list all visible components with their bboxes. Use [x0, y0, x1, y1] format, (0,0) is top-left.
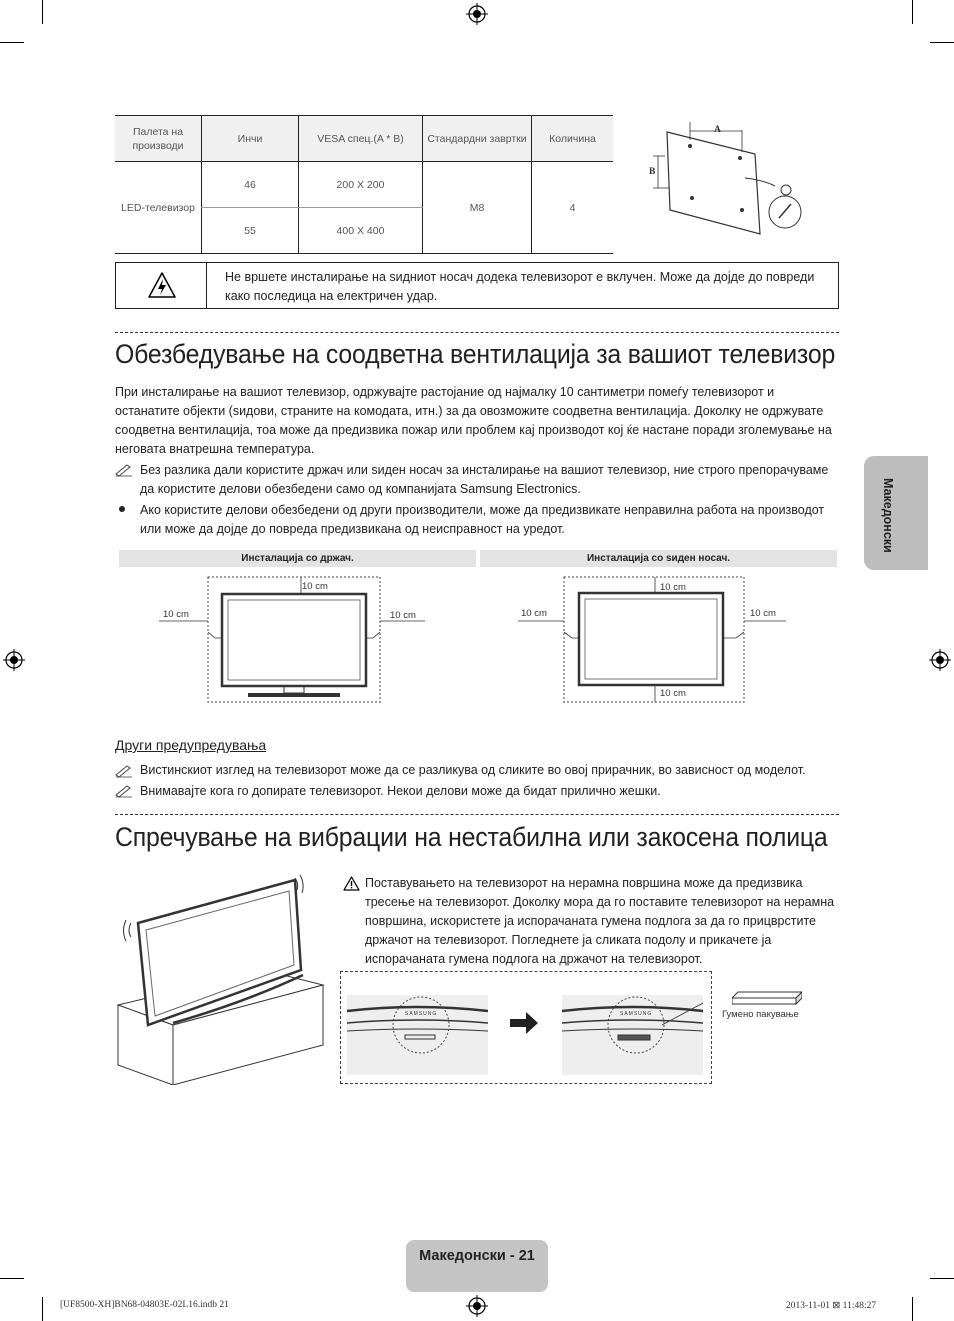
stand-before-figure [347, 995, 488, 1075]
table-row [115, 162, 613, 208]
vesa-cell: 200 X 200 [299, 162, 423, 208]
dimension-label-b: B [649, 167, 656, 177]
registration-mark-icon [3, 649, 25, 671]
other-warnings-heading: Други предупредувања [115, 737, 267, 753]
vibration-warning: Поставувањето на телевизорот на нерамна површина може да предизвика тресење на телевизорот. Доколку мора да го поставите телевизорот на нерамна површина, искористете ја испорачаната гумена подлога за да го прицврстите држачот на телевизорот. Погледнете ја сликата подолу и прикачете ја испорачаната гумена подлога на држачот на телевизорот. [365, 876, 835, 966]
inches-cell: 55 [202, 208, 299, 254]
gap-label-bottom: 10 cm [660, 688, 686, 699]
registration-mark-icon [929, 649, 951, 671]
bullet-other-parts: Ако користите делови обезбедени од други производители, може да предизвикате неправилна работа на производот или може да дојде до повреда предизвикана од неисправност на уредот. [140, 503, 825, 536]
brand-label: SAMSUNG [620, 1011, 653, 1017]
crop-mark [42, 1297, 43, 1321]
registration-mark-icon [466, 3, 488, 25]
crop-mark [912, 0, 913, 24]
vesa-spec-table [115, 115, 613, 254]
brand-label: SAMSUNG [405, 1011, 438, 1017]
inches-cell: 46 [202, 162, 299, 208]
warning-box [115, 262, 839, 309]
section-title-ventilation: Обезбедување на соодветна вентилација за вашиот телевизор [115, 339, 836, 369]
product-cell: LED-телевизор [115, 162, 202, 254]
section-title-vibration: Спречување на вибрации на нестабилна или закосена полица [115, 822, 828, 852]
page-number-label: Македонски - 21 [419, 1248, 535, 1264]
rubber-pad-label: Гумено пакување [722, 1009, 799, 1020]
gap-label-top: 10 cm [660, 582, 686, 593]
crop-mark [0, 1278, 24, 1279]
figure-caption-wall: Инсталација со ѕиден носач. [480, 550, 837, 567]
crop-mark [930, 42, 954, 43]
registration-mark-icon [466, 1295, 488, 1317]
gap-label-right: 10 cm [750, 608, 776, 619]
figure-caption-stand: Инсталација со држач. [119, 550, 476, 567]
note-pencil-icon [115, 463, 133, 477]
column-header: Инчи [202, 116, 299, 162]
warning-icon-cell [116, 263, 207, 308]
stand-after-figure [562, 995, 703, 1075]
tilted-tv-on-shelf-illustration [113, 875, 328, 1085]
note-pencil-icon [115, 784, 133, 798]
warning-triangle-icon [343, 876, 360, 891]
wall-mount-diagram [645, 122, 815, 242]
gap-label-left: 10 cm [163, 609, 189, 620]
bullet-icon [119, 506, 125, 512]
note-samsung-parts: Без разлика дали користите држач или ѕиден носач за инсталирање на вашиот телевизор, ние строго препорачуваме да користите делови обезбедени само од компанијата Samsung Electronics. [140, 463, 829, 496]
quantity-cell: 4 [532, 162, 614, 254]
crop-mark [930, 1278, 954, 1279]
arrow-right-icon [510, 1012, 538, 1034]
stand-install-figure [119, 567, 476, 707]
crop-mark [912, 1297, 913, 1321]
section-divider [115, 814, 839, 815]
dimension-label-a: A [714, 125, 721, 135]
column-header: VESA спец.(A * B) [299, 116, 423, 162]
note-pencil-icon [115, 764, 133, 778]
side-tab-label: Македонски [881, 478, 895, 553]
warning-triangle-icon [148, 271, 176, 299]
footer-file-info: [UF8500-XH]BN68-04803E-02L16.indb 21 [60, 1300, 229, 1310]
table-header-row [115, 116, 613, 162]
screws-cell: M8 [423, 162, 532, 254]
language-side-tab [864, 456, 928, 570]
note-hot-parts: Внимавајте кога го допирате телевизорот. Некои делови може да бидат прилично жешки. [140, 784, 661, 798]
gap-label-top: 10 cm [302, 581, 328, 592]
column-header: Палета на производи [115, 116, 202, 162]
gap-label-left: 10 cm [521, 608, 547, 619]
gap-label-right: 10 cm [390, 610, 416, 621]
rubber-pad-icon [732, 990, 802, 1006]
warning-text: Не вршете инсталирање на ѕидниот носач додека телевизорот е вклучен. Може да дојде до повреди како последица на електричен удар. [225, 270, 815, 303]
crop-mark [42, 0, 43, 24]
wall-install-figure [480, 567, 837, 707]
note-appearance: Вистинскиот изглед на телевизорот може да се разликува од сликите во овој прирачник, во зависност од моделот. [140, 763, 806, 777]
crop-mark [0, 42, 24, 43]
section-divider [115, 332, 839, 333]
ventilation-intro: При инсталирање на вашиот телевизор, одржувајте растојание од најмалку 10 сантиметри помеѓу телевизорот и останатите објекти (ѕидови, страните на комодата, итн.) за да овозможите соодветна вентилација. Доколку не одржувате соодветна вентилација, тоа може да предизвика пожар или проблем кај производот кој ќе настане поради зголемување на неговата внатрешна температура. [115, 385, 832, 456]
footer-timestamp: 2013-11-01 ⊠ 11:48:27 [786, 1301, 877, 1311]
vesa-cell: 400 X 400 [299, 208, 423, 254]
column-header: Количина [532, 116, 614, 162]
page-number-badge [406, 1240, 548, 1292]
column-header: Стандардни завртки [423, 116, 532, 162]
